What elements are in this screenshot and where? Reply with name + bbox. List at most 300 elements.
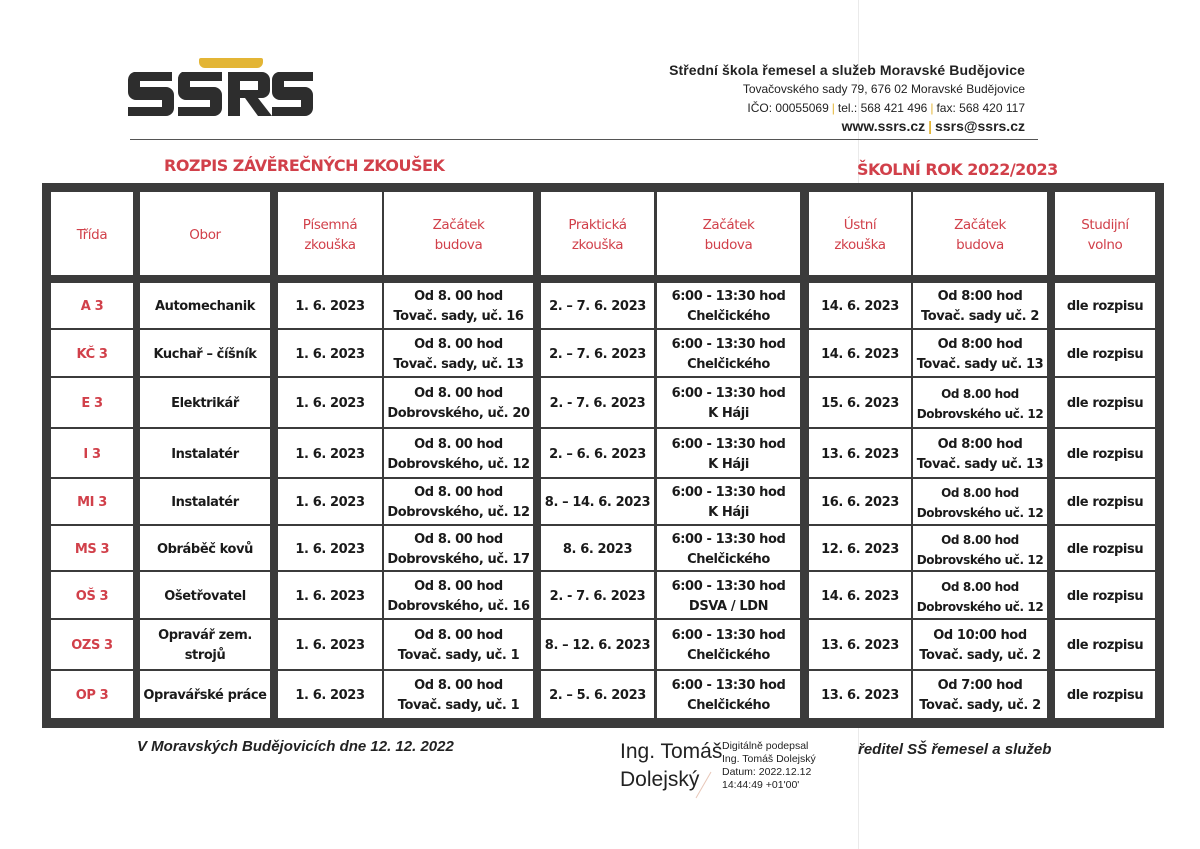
- school-name: Střední škola řemesel a služeb Moravské Budějovice: [669, 62, 1025, 78]
- cell-prakticka-budova: [657, 572, 800, 618]
- cell-line: K Háji: [708, 505, 749, 520]
- cell-line: Od 8. 00 hod: [414, 386, 503, 401]
- signature-detail-line: Ing. Tomáš Dolejský: [722, 753, 816, 765]
- logo-gold-bar: [199, 58, 263, 68]
- cell-line: 6:00 - 13:30 hod: [671, 678, 786, 693]
- cell-trida: [51, 620, 133, 669]
- cell-prakticka-budova-text: [672, 530, 786, 570]
- cell-prakticka-budova-text: [672, 676, 786, 716]
- cell-line: Od 8. 00 hod: [414, 628, 503, 643]
- cell-line: I 3: [83, 446, 101, 462]
- cell-trida: [51, 671, 133, 718]
- cell-line: Od 8. 00 hod: [414, 289, 503, 304]
- cell-pisemna-budova: [384, 671, 533, 718]
- school-web: [669, 118, 1025, 134]
- header-ustni-zkouska-text: [834, 215, 885, 255]
- cell-prakticka-date: [541, 526, 654, 570]
- cell-line: Tovač. sady, uč. 16: [393, 309, 524, 324]
- cell-line: Dobrovského, uč. 12: [387, 456, 530, 472]
- cell-ustni-date-text: [821, 686, 899, 706]
- cell-obor: [140, 330, 270, 376]
- cell-prakticka-budova: [657, 330, 800, 376]
- cell-line: Tovač. sady, uč. 2: [919, 648, 1041, 663]
- cell-ustni-date-text: [821, 345, 899, 365]
- cell-line: OZS 3: [71, 638, 113, 653]
- cell-trida-text: [81, 394, 102, 414]
- exam-schedule-table: [42, 183, 1164, 728]
- cell-line: 1. 6. 2023: [295, 688, 365, 703]
- cell-line: 1. 6. 2023: [295, 588, 365, 604]
- cell-trida: [51, 330, 133, 376]
- cell-line: 1. 6. 2023: [295, 541, 365, 557]
- cell-prakticka-date-text: [549, 686, 646, 706]
- cell-line: 2. – 7. 6. 2023: [549, 346, 646, 362]
- separator: |: [831, 101, 835, 115]
- cell-prakticka-date-text: [563, 540, 632, 560]
- header-pisemna-zkouska-text: [303, 215, 357, 255]
- cell-ustni-budova: [913, 526, 1047, 570]
- cell-line: K Háji: [708, 456, 749, 472]
- cell-line: zkouška: [834, 237, 886, 253]
- cell-obor: [140, 429, 270, 477]
- cell-line: volno: [1087, 237, 1123, 253]
- cell-prakticka-budova-text: [672, 626, 786, 666]
- cell-ustni-date: [809, 330, 911, 376]
- cell-prakticka-date: [541, 378, 654, 427]
- cell-prakticka-date-text: [545, 493, 650, 513]
- header-pisemna-zkouska: [278, 192, 382, 275]
- cell-obor: [140, 479, 270, 524]
- cell-line: KČ 3: [76, 346, 108, 362]
- cell-pisemna-date-text: [295, 636, 364, 656]
- cell-studijni-volno-text: [1067, 540, 1143, 560]
- cell-pisemna-budova-text: [387, 483, 529, 523]
- cell-studijni-volno-text: [1067, 345, 1143, 365]
- cell-line: 1. 6. 2023: [295, 396, 365, 411]
- cell-prakticka-date: [541, 572, 654, 618]
- cell-pisemna-budova: [384, 283, 533, 328]
- cell-line: Od 7:00 hod: [937, 678, 1023, 693]
- cell-line: 8. 6. 2023: [562, 541, 633, 557]
- cell-pisemna-date-text: [295, 686, 364, 706]
- cell-ustni-budova-text: [917, 483, 1044, 523]
- cell-trida: [51, 283, 133, 328]
- cell-line: Dobrovského, uč. 12: [387, 505, 530, 520]
- cell-line: DSVA / LDN: [688, 598, 769, 614]
- header-prakticka-zacatek-text: [703, 215, 755, 255]
- header-studijni-volno: [1055, 192, 1155, 275]
- cell-pisemna-date: [278, 429, 382, 477]
- header-prakticka-zkouska: [541, 192, 654, 275]
- cell-line: 16. 6. 2023: [821, 495, 899, 510]
- cell-line: 6:00 - 13:30 hod: [671, 289, 786, 304]
- cell-line: 1. 6. 2023: [295, 299, 365, 314]
- cell-ustni-date: [809, 526, 911, 570]
- place-and-date: V Moravských Budějovicích dne 12. 12. 2022: [137, 738, 454, 755]
- signature-detail-line: Digitálně podepsal: [722, 740, 809, 752]
- cell-line: Od 8.00 hod: [941, 486, 1019, 500]
- cell-prakticka-budova: [657, 378, 800, 427]
- cell-pisemna-date: [278, 671, 382, 718]
- cell-pisemna-budova: [384, 479, 533, 524]
- cell-line: OP 3: [75, 688, 109, 703]
- cell-prakticka-budova: [657, 429, 800, 477]
- cell-line: Od 8. 00 hod: [414, 578, 503, 594]
- cell-prakticka-date: [541, 479, 654, 524]
- signature-detail-line: Datum: 2022.12.12: [722, 766, 812, 778]
- cell-line: Dobrovského uč. 12: [916, 599, 1044, 614]
- cell-line: 6:00 - 13:30 hod: [671, 578, 786, 594]
- cell-line: Dobrovského uč. 12: [916, 506, 1044, 520]
- cell-line: zkouška: [304, 237, 356, 253]
- cell-prakticka-date: [541, 620, 654, 669]
- cell-pisemna-date-text: [295, 587, 364, 607]
- cell-line: Elektrikář: [171, 396, 239, 411]
- cell-obor: [140, 572, 270, 618]
- cell-ustni-date: [809, 572, 911, 618]
- cell-line: Od 8.00 hod: [941, 532, 1019, 547]
- cell-obor: [140, 671, 270, 718]
- cell-ustni-budova-text: [917, 384, 1044, 424]
- cell-pisemna-budova: [384, 429, 533, 477]
- cell-ustni-date: [809, 429, 911, 477]
- cell-line: Od 8. 00 hod: [414, 485, 503, 500]
- cell-line: dle rozpisu: [1066, 346, 1144, 362]
- school-website-link[interactable]: www.ssrs.cz: [841, 118, 926, 134]
- header-ustni-zkouska: [809, 192, 911, 275]
- cell-line: 1. 6. 2023: [295, 495, 365, 510]
- cell-prakticka-date: [541, 429, 654, 477]
- school-email-link[interactable]: ssrs@ssrs.cz: [935, 118, 1025, 134]
- cell-pisemna-budova-text: [387, 435, 529, 475]
- cell-ustni-budova-text: [917, 435, 1044, 475]
- cell-line: Třída: [76, 227, 108, 243]
- cell-studijni-volno: [1055, 479, 1155, 524]
- cell-line: Instalatér: [171, 446, 239, 462]
- cell-pisemna-date: [278, 479, 382, 524]
- signature-name-line-2: Dolejský: [620, 768, 700, 791]
- school-fax: fax: 568 420 117: [936, 101, 1025, 115]
- cell-obor-text: [171, 493, 239, 513]
- cell-studijni-volno: [1055, 378, 1155, 427]
- cell-line: 13. 6. 2023: [821, 638, 899, 653]
- cell-line: Od 8. 00 hod: [414, 531, 503, 547]
- digital-signature-details: [722, 740, 816, 792]
- cell-line: Od 8:00 hod: [937, 289, 1023, 304]
- cell-pisemna-budova-text: [387, 530, 529, 570]
- cell-pisemna-date-text: [295, 493, 364, 513]
- cell-studijni-volno: [1055, 620, 1155, 669]
- cell-studijni-volno: [1055, 526, 1155, 570]
- cell-pisemna-budova: [384, 526, 533, 570]
- cell-line: Dobrovského, uč. 20: [387, 406, 530, 421]
- cell-line: 6:00 - 13:30 hod: [671, 336, 786, 352]
- cell-line: Tovač. sady uč. 13: [916, 456, 1044, 472]
- cell-trida-text: [76, 686, 109, 706]
- cell-line: Kuchař – číšník: [153, 346, 257, 362]
- cell-prakticka-budova: [657, 671, 800, 718]
- cell-line: 1. 6. 2023: [295, 346, 365, 362]
- cell-prakticka-budova-text: [672, 335, 786, 375]
- cell-line: MS 3: [74, 541, 110, 557]
- cell-prakticka-date-text: [549, 297, 646, 317]
- cell-line: dle rozpisu: [1066, 495, 1144, 510]
- cell-trida-text: [75, 540, 109, 560]
- header-obor-text: [189, 225, 220, 245]
- header-obor: [140, 192, 270, 275]
- school-year: ŠKOLNÍ ROK 2022/2023: [857, 160, 1058, 179]
- cell-line: Tovač. sady, uč. 1: [397, 698, 520, 713]
- cell-obor-text: [157, 540, 253, 560]
- cell-ustni-date-text: [821, 587, 899, 607]
- cell-obor: [140, 378, 270, 427]
- cell-studijni-volno-text: [1067, 686, 1143, 706]
- cell-line: Písemná: [302, 217, 358, 233]
- cell-studijni-volno-text: [1067, 394, 1143, 414]
- cell-ustni-date-text: [821, 394, 899, 414]
- cell-line: 13. 6. 2023: [821, 688, 899, 703]
- cell-pisemna-date-text: [295, 540, 364, 560]
- cell-studijni-volno: [1055, 330, 1155, 376]
- cell-ustni-date: [809, 479, 911, 524]
- cell-trida: [51, 429, 133, 477]
- school-logo: [128, 58, 313, 118]
- cell-line: 6:00 - 13:30 hod: [671, 386, 786, 401]
- cell-trida: [51, 378, 133, 427]
- cell-ustni-date: [809, 378, 911, 427]
- cell-studijni-volno-text: [1067, 297, 1143, 317]
- cell-ustni-budova: [913, 479, 1047, 524]
- cell-line: Od 8. 00 hod: [414, 678, 503, 693]
- cell-line: Chelčického: [687, 648, 770, 663]
- cell-line: dle rozpisu: [1066, 396, 1144, 411]
- signatory-role: ředitel SŠ řemesel a služeb: [858, 741, 1052, 758]
- cell-pisemna-budova-text: [393, 335, 523, 375]
- cell-prakticka-budova-text: [672, 287, 786, 327]
- cell-trida-text: [77, 493, 107, 513]
- cell-trida: [51, 572, 133, 618]
- cell-trida: [51, 479, 133, 524]
- cell-line: 6:00 - 13:30 hod: [671, 628, 786, 643]
- cell-line: budova: [956, 237, 1004, 253]
- cell-line: 2. – 5. 6. 2023: [549, 688, 646, 703]
- cell-prakticka-budova: [657, 526, 800, 570]
- cell-line: 14. 6. 2023: [821, 299, 899, 314]
- cell-prakticka-date: [541, 330, 654, 376]
- cell-obor-text: [153, 345, 256, 365]
- cell-studijni-volno-text: [1067, 493, 1143, 513]
- cell-line: Ošetřovatel: [164, 588, 246, 604]
- cell-obor-text: [155, 297, 255, 317]
- cell-line: Začátek: [702, 217, 755, 233]
- cell-prakticka-date-text: [545, 636, 650, 656]
- cell-line: Tovač. sady, uč. 2: [919, 698, 1041, 713]
- cell-ustni-date-text: [821, 540, 899, 560]
- cell-line: Chelčického: [687, 356, 770, 372]
- cell-pisemna-date-text: [295, 345, 364, 365]
- cell-trida-text: [81, 297, 103, 317]
- cell-line: K Háji: [708, 406, 749, 421]
- cell-ustni-budova-text: [921, 287, 1039, 327]
- header-pisemna-zacatek-text: [433, 215, 485, 255]
- cell-prakticka-budova: [657, 620, 800, 669]
- cell-studijni-volno: [1055, 671, 1155, 718]
- cell-line: Instalatér: [171, 495, 239, 510]
- cell-pisemna-budova-text: [387, 577, 529, 617]
- cell-ustni-date-text: [821, 636, 899, 656]
- cell-prakticka-date-text: [550, 394, 646, 414]
- cell-line: 8. – 12. 6. 2023: [544, 638, 651, 653]
- cell-pisemna-budova-text: [387, 384, 529, 424]
- cell-ustni-budova: [913, 572, 1047, 618]
- cell-line: A 3: [80, 299, 104, 314]
- cell-obor: [140, 620, 270, 669]
- cell-prakticka-budova-text: [672, 483, 786, 523]
- signature-name-line-1: Ing. Tomáš: [620, 740, 723, 763]
- cell-ustni-budova-text: [917, 335, 1044, 375]
- cell-ustni-budova: [913, 283, 1047, 328]
- cell-prakticka-date-text: [550, 587, 646, 607]
- cell-studijni-volno-text: [1067, 636, 1143, 656]
- cell-line: Od 8:00 hod: [937, 336, 1023, 352]
- cell-line: 1. 6. 2023: [295, 638, 365, 653]
- cell-pisemna-date: [278, 283, 382, 328]
- cell-studijni-volno: [1055, 572, 1155, 618]
- cell-line: Opravářské práce: [143, 688, 267, 703]
- cell-line: Od 8:00 hod: [937, 436, 1023, 452]
- cell-line: Tovač. sady uč. 13: [916, 356, 1044, 372]
- cell-studijni-volno-text: [1067, 587, 1143, 607]
- header-divider: [130, 139, 1038, 140]
- cell-ustni-budova-text: [917, 577, 1044, 617]
- cell-pisemna-budova-text: [398, 676, 520, 716]
- cell-line: 8. – 14. 6. 2023: [544, 495, 651, 510]
- cell-pisemna-date: [278, 378, 382, 427]
- cell-ustni-date: [809, 671, 911, 718]
- signature-detail-line: 14:44:49 +01'00': [722, 779, 800, 791]
- header-pisemna-zacatek: [384, 192, 533, 275]
- cell-prakticka-date-text: [549, 445, 646, 465]
- cell-ustni-budova: [913, 330, 1047, 376]
- school-address: Tovačovského sady 79, 676 02 Moravské Budějovice: [742, 82, 1025, 96]
- cell-pisemna-date: [278, 526, 382, 570]
- cell-line: Obráběč kovů: [156, 541, 254, 557]
- cell-line: dle rozpisu: [1066, 588, 1144, 604]
- cell-line: budova: [704, 237, 753, 253]
- header-trida-text: [77, 225, 107, 245]
- cell-line: 15. 6. 2023: [821, 396, 899, 411]
- cell-prakticka-budova: [657, 479, 800, 524]
- cell-line: Dobrovského, uč. 16: [387, 598, 530, 614]
- cell-line: strojů: [184, 648, 226, 663]
- cell-line: Ústní: [843, 217, 877, 233]
- header-prakticka-zkouska-text: [568, 215, 626, 255]
- cell-line: dle rozpisu: [1066, 638, 1144, 653]
- cell-line: Studijní: [1081, 217, 1129, 233]
- cell-line: OŠ 3: [75, 588, 109, 604]
- cell-line: Dobrovského, uč. 17: [387, 551, 530, 567]
- cell-obor: [140, 283, 270, 328]
- cell-line: 14. 6. 2023: [821, 346, 899, 362]
- cell-pisemna-budova: [384, 378, 533, 427]
- cell-line: Tovač. sady, uč. 13: [393, 356, 524, 372]
- cell-studijni-volno: [1055, 283, 1155, 328]
- cell-pisemna-date-text: [295, 297, 364, 317]
- cell-prakticka-date: [541, 671, 654, 718]
- cell-line: Tovač. sady, uč. 1: [397, 648, 520, 663]
- cell-ustni-budova: [913, 429, 1047, 477]
- cell-line: Začátek: [954, 217, 1006, 233]
- cell-line: Od 8. 00 hod: [414, 436, 503, 452]
- cell-line: Chelčického: [687, 551, 770, 567]
- cell-line: Od 10:00 hod: [933, 628, 1027, 643]
- cell-ustni-budova-text: [919, 626, 1041, 666]
- cell-trida-text: [76, 587, 108, 607]
- cell-pisemna-budova-text: [393, 287, 523, 327]
- cell-line: Dobrovského uč. 12: [916, 552, 1044, 567]
- cell-line: zkouška: [571, 237, 624, 253]
- cell-studijni-volno-text: [1067, 445, 1143, 465]
- cell-line: dle rozpisu: [1066, 541, 1144, 557]
- document-title: ROZPIS ZÁVĚREČNÝCH ZKOUŠEK: [164, 156, 445, 175]
- cell-ustni-date-text: [821, 493, 899, 513]
- cell-trida-text: [76, 345, 107, 365]
- cell-ustni-budova: [913, 671, 1047, 718]
- cell-pisemna-date: [278, 330, 382, 376]
- cell-line: 14. 6. 2023: [821, 588, 899, 604]
- cell-line: 2. – 6. 6. 2023: [549, 446, 646, 462]
- cell-line: 1. 6. 2023: [295, 446, 365, 462]
- cell-prakticka-budova-text: [672, 435, 786, 475]
- cell-line: Opravář zem.: [158, 628, 252, 643]
- header-studijni-volno-text: [1081, 215, 1129, 255]
- cell-pisemna-budova: [384, 330, 533, 376]
- cell-line: E 3: [81, 396, 103, 411]
- cell-prakticka-budova: [657, 283, 800, 328]
- cell-pisemna-date-text: [295, 445, 364, 465]
- cell-line: Tovač. sady uč. 2: [921, 309, 1039, 324]
- cell-line: dle rozpisu: [1066, 446, 1144, 462]
- header-ustni-zacatek-text: [954, 215, 1006, 255]
- school-ico: IČO: 00055069: [747, 101, 829, 115]
- cell-pisemna-budova: [384, 572, 533, 618]
- cell-line: 6:00 - 13:30 hod: [671, 531, 786, 547]
- cell-line: 13. 6. 2023: [821, 446, 899, 462]
- cell-prakticka-budova-text: [672, 384, 786, 424]
- cell-ustni-date-text: [821, 297, 899, 317]
- cell-ustni-date: [809, 283, 911, 328]
- cell-line: Od 8.00 hod: [941, 387, 1019, 401]
- cell-obor-text: [171, 394, 239, 414]
- cell-line: 2. - 7. 6. 2023: [549, 396, 646, 411]
- school-tel: tel.: 568 421 496: [837, 101, 928, 115]
- cell-line: dle rozpisu: [1066, 688, 1144, 703]
- cell-trida: [51, 526, 133, 570]
- cell-obor-text: [171, 445, 239, 465]
- cell-line: Od 8.00 hod: [941, 579, 1019, 594]
- cell-line: 12. 6. 2023: [821, 541, 899, 557]
- cell-pisemna-date: [278, 620, 382, 669]
- cell-studijni-volno: [1055, 429, 1155, 477]
- school-ids: [669, 101, 1025, 115]
- header-ustni-zacatek: [913, 192, 1047, 275]
- separator: |: [928, 118, 933, 134]
- cell-pisemna-budova-text: [398, 626, 520, 666]
- cell-line: 2. - 7. 6. 2023: [549, 588, 646, 604]
- cell-obor-text: [143, 686, 266, 706]
- cell-obor: [140, 526, 270, 570]
- cell-pisemna-budova: [384, 620, 533, 669]
